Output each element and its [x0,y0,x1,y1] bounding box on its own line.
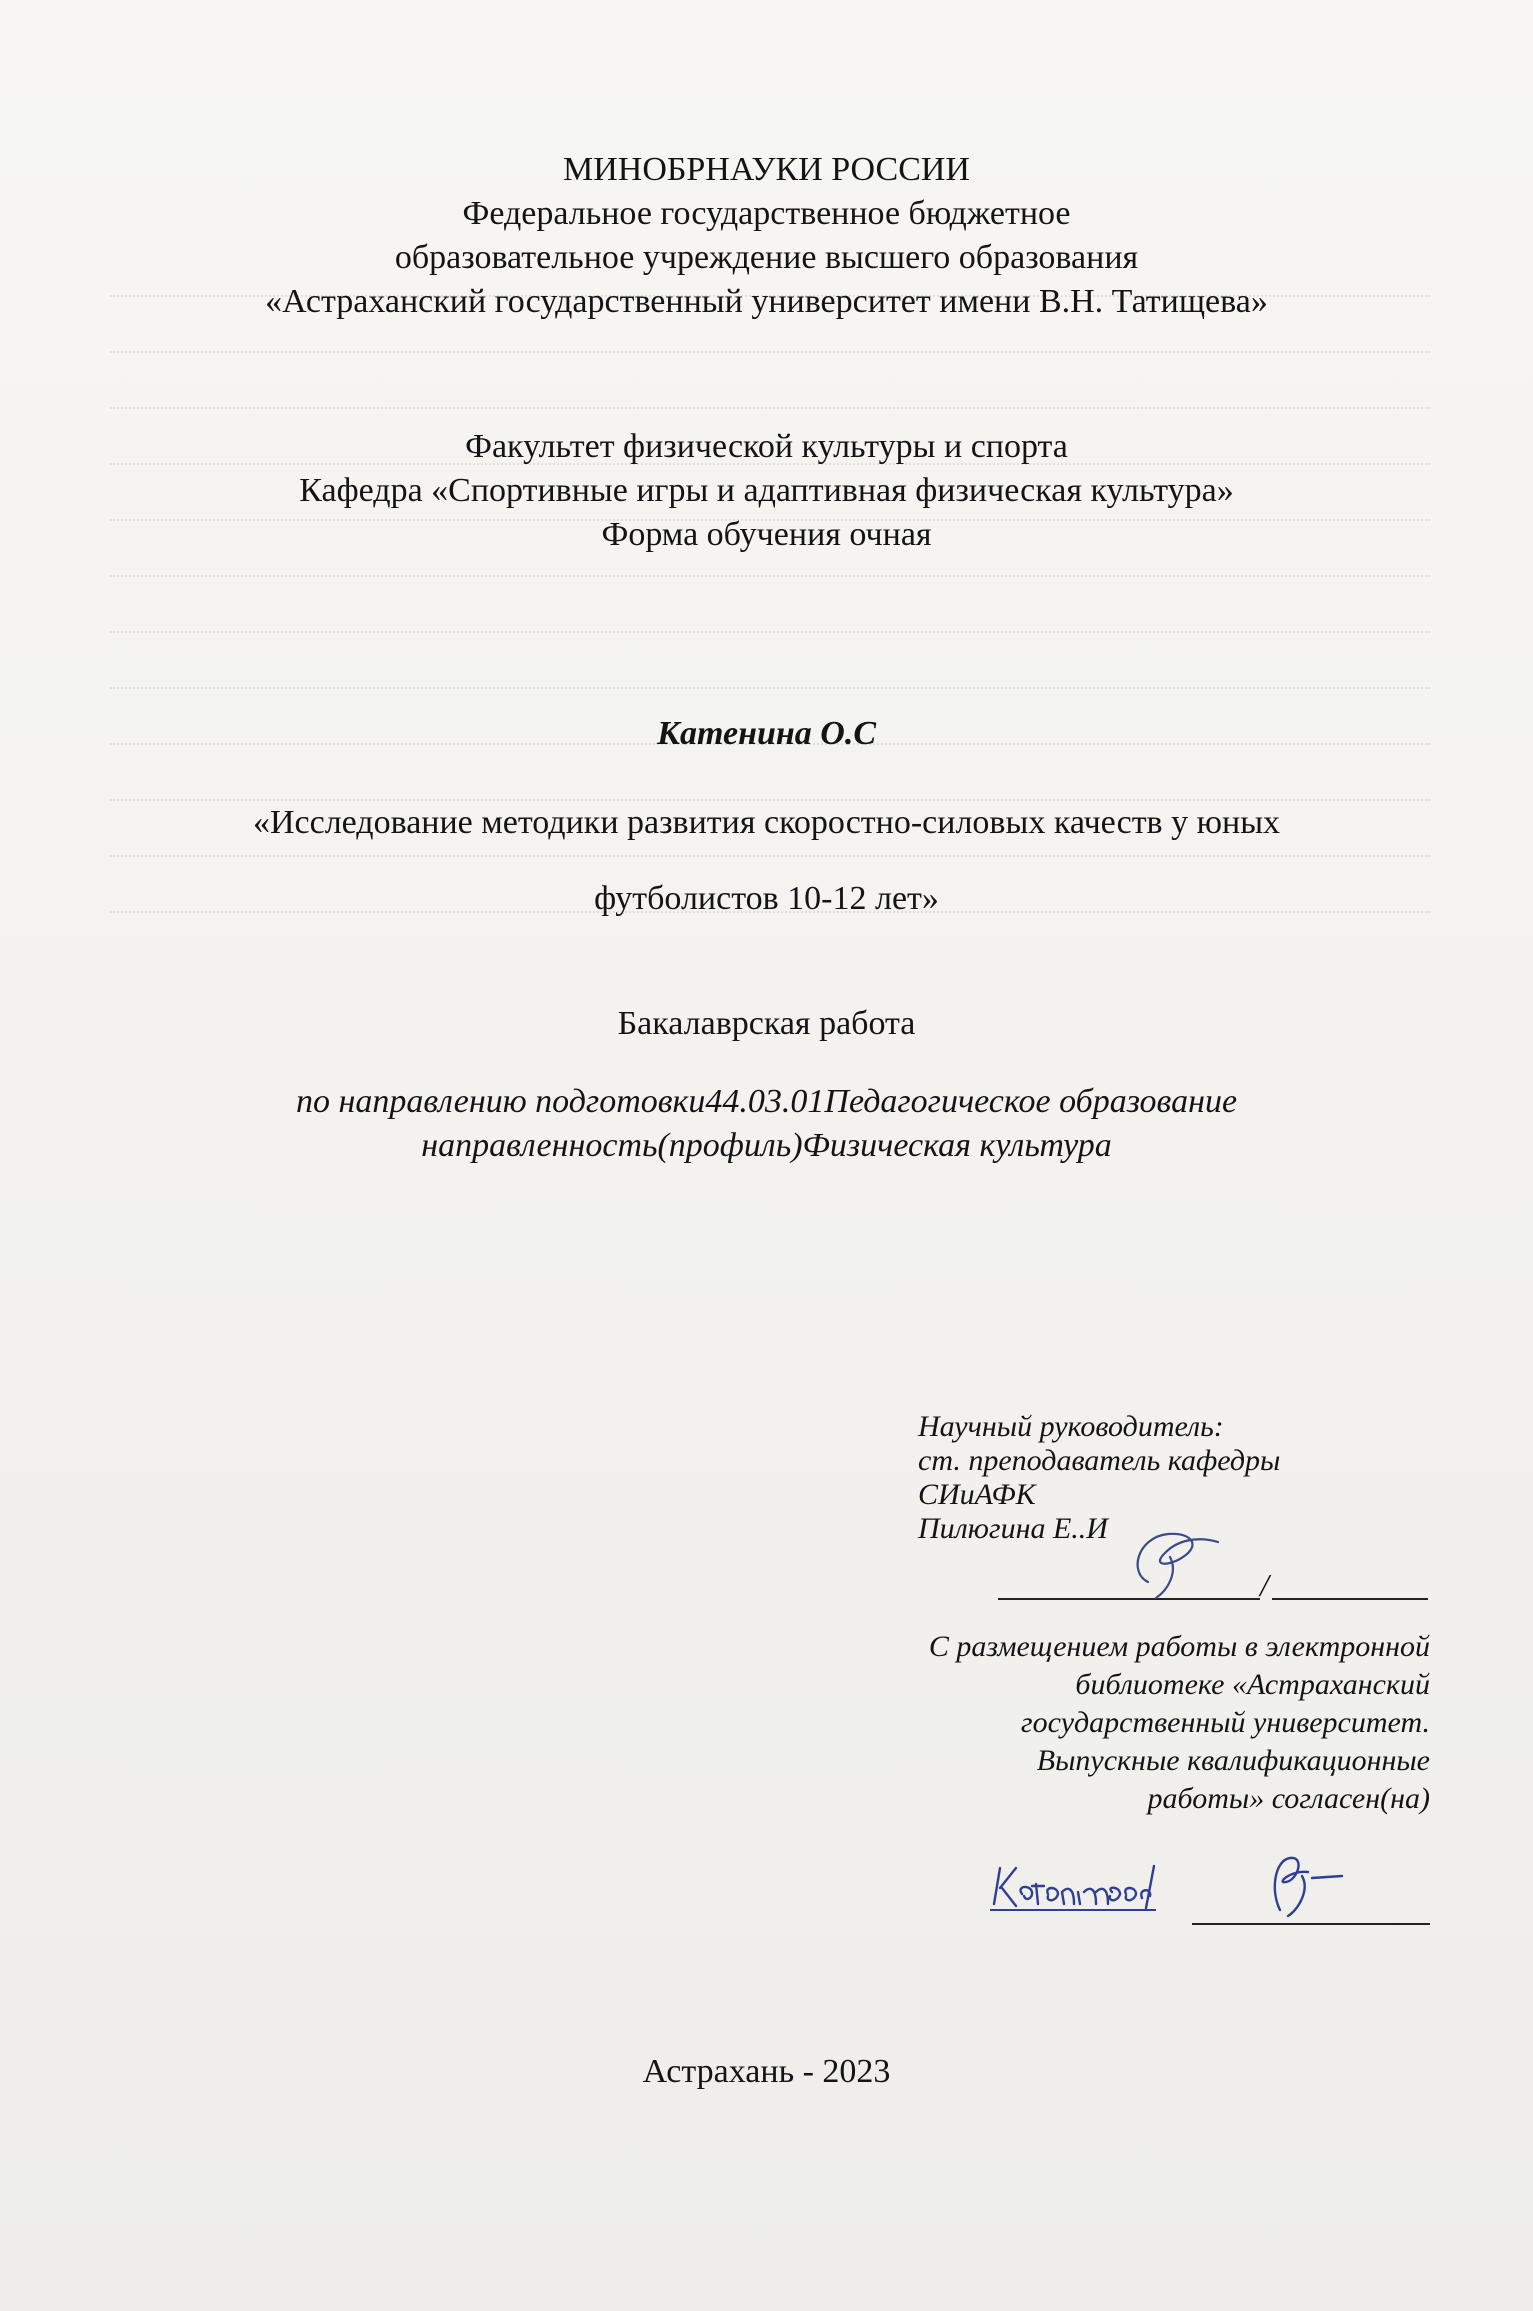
supervisor-signature-icon [1108,1512,1228,1602]
consent-line1: С размещением работы в электронной [928,1630,1430,1663]
work-type: Бакалаврская работа [617,1005,916,1042]
university-name: «Астраханский государственный университет имени В.Н. Татищева» [265,283,1268,320]
direction-line1: по направлению подготовки44.03.01Педагогическое образование [295,1083,1238,1120]
department-block [0,425,1533,557]
student-signature-underline [1192,1923,1430,1925]
direction-block [0,1080,1533,1168]
date-underline [1272,1598,1428,1600]
thesis-title-line2: футболистов 10-12 лет» [594,880,939,917]
chair-name: Кафедра «Спортивные игры и адаптивная физическая культура» [299,472,1234,509]
thesis-title [0,785,1533,937]
student-signature-line [980,1880,1430,1925]
footer-block [0,2050,1533,2094]
city-year: Астрахань - 2023 [642,2053,891,2090]
header-block [0,148,1533,324]
institution-type-line2: образовательное учреждение высшего образования [394,239,1139,276]
student-handwritten-name [986,1858,1201,1918]
supervisor-position: ст. преподаватель кафедры [918,1444,1281,1477]
supervisor-chair: СИиАФК [918,1478,1036,1511]
work-type-block [0,1002,1533,1046]
consent-line5: работы» согласен(на) [1147,1782,1430,1815]
consent-line2: библиотеке «Астраханский [1075,1668,1430,1701]
institution-type-line1: Федеральное государственное бюджетное [462,195,1071,232]
supervisor-signature-line [998,1560,1428,1603]
signature-separator: / [1260,1567,1269,1603]
consent-line4: Выпускные квалификационные [1036,1744,1430,1777]
consent-block [900,1628,1430,1818]
author-block [0,712,1533,756]
thesis-title-line1: «Исследование методики развития скоростно-силовых качеств у юных [252,804,1281,841]
ministry-name: МИНОБРНАУКИ РОССИИ [562,151,970,188]
direction-line2: направленность(профиль)Физическая культура [421,1127,1112,1164]
study-form: Форма обучения очная [601,516,932,553]
author-name: Катенина О.С [656,715,877,752]
supervisor-name: Пилюгина Е..И [918,1512,1108,1545]
faculty-name: Факультет физической культуры и спорта [465,428,1068,465]
consent-line3: государственный университет. [1020,1706,1430,1739]
student-signature-icon [1250,1850,1350,1920]
supervisor-label: Научный руководитель: [918,1410,1224,1443]
